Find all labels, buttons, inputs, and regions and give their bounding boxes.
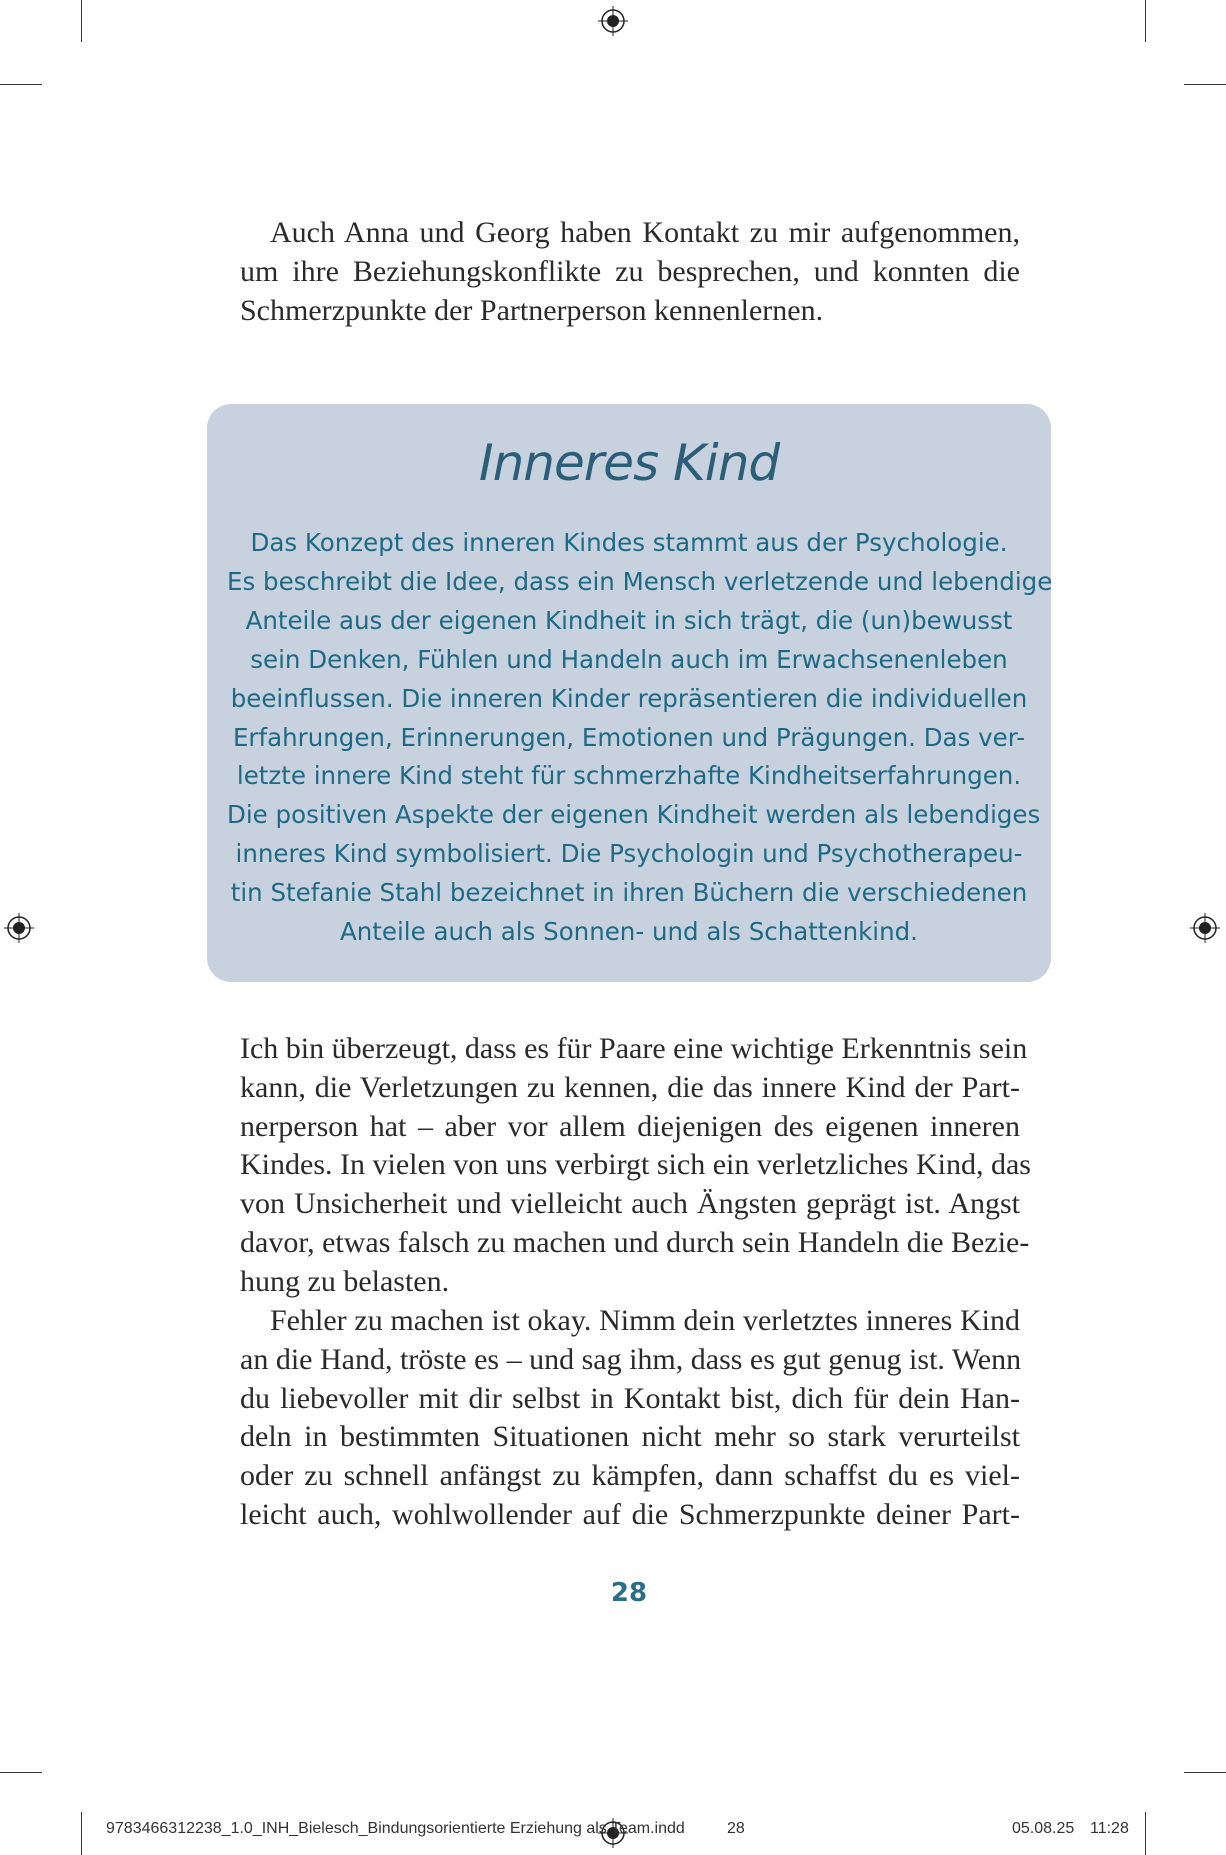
paragraph-line: davor, etwas falsch zu machen und durch sein Handeln die Bezie-	[240, 1225, 1030, 1259]
infobox-line: sein Denken, Fühlen und Handeln auch im Erwachsenenleben	[250, 644, 1008, 674]
slug-filename: 9783466312238_1.0_INH_Bielesch_Bindungsorientierte Erziehung als Team.indd	[106, 1820, 685, 1837]
slug-time: 11:28	[1090, 1820, 1129, 1837]
registration-mark-right-icon	[1190, 913, 1220, 943]
infobox-text	[227, 524, 1053, 952]
infobox-line: tin Stefanie Stahl bezeichnet in ihren Büchern die verschiedenen	[230, 878, 1028, 908]
infobox-line: inneres Kind symbolisiert. Die Psychologin und Psychotherapeu-	[235, 839, 1023, 869]
infobox-title: Inneres Kind	[478, 434, 780, 492]
infobox-line: Es beschreibt die Idee, dass ein Mensch verletzende und lebendige	[227, 566, 1053, 596]
paragraph-line: Kindes. In vielen von uns verbirgt sich ein verletzliches Kind, das	[240, 1148, 1031, 1182]
paragraph-line: deln in bestimmten Situationen nicht mehr so stark verurteilst	[240, 1420, 1020, 1454]
infobox-line: Erfahrungen, Erinnerungen, Emotionen und Prägungen. Das ver-	[232, 722, 1026, 752]
body-paragraph-1	[240, 1030, 1031, 1302]
paragraph-line: an die Hand, tröste es – und sag ihm, dass es gut genug ist. Wenn	[240, 1342, 1022, 1376]
paragraph-line: von Unsicherheit und vielleicht auch Ängsten geprägt ist. Angst	[240, 1187, 1020, 1221]
paragraph-line: du liebevoller mit dir selbst in Kontakt bist, dich für dein Han-	[240, 1381, 1020, 1415]
intro-paragraph	[240, 214, 1020, 330]
page-number: 28	[610, 1578, 648, 1608]
crop-mark-bottom-left-vertical	[81, 1812, 82, 1855]
intro-line: um ihre Beziehungskonflikte zu besprechen, und konnten die	[240, 254, 1020, 288]
paragraph-line: hung zu belasten.	[240, 1264, 450, 1298]
crop-mark-top-right-horizontal	[1184, 84, 1226, 85]
paragraph-line: oder zu schnell anfängst zu kämpfen, dann schaffst du es viel-	[240, 1459, 1020, 1493]
crop-mark-bottom-left-horizontal	[0, 1772, 42, 1773]
slug-date: 05.08.25	[1012, 1820, 1075, 1837]
crop-mark-top-left-horizontal	[0, 84, 42, 85]
infobox-line: Anteile aus der eigenen Kindheit in sich trägt, die (un)bewusst	[245, 605, 1013, 635]
crop-mark-bottom-right-vertical	[1145, 1812, 1146, 1855]
paragraph-line: Ich bin überzeugt, dass es für Paare eine wichtige Erkenntnis sein	[240, 1032, 1028, 1065]
body-paragraph-2	[240, 1302, 1020, 1535]
infobox-line: letzte innere Kind steht für schmerzhafte Kindheitserfahrungen.	[236, 761, 1022, 791]
crop-mark-top-right-vertical	[1145, 0, 1146, 42]
infobox-line: Das Konzept des inneren Kindes stammt aus der Psychologie.	[250, 528, 1008, 557]
registration-mark-left-icon	[4, 913, 34, 943]
intro-line: Schmerzpunkte der Partnerperson kennenlernen.	[240, 293, 824, 327]
infobox-line: Anteile auch als Sonnen- und als Schattenkind.	[340, 917, 918, 947]
intro-line: Auch Anna und Georg haben Kontakt zu mir aufgenommen,	[270, 216, 1020, 249]
infobox-line: Die positiven Aspekte der eigenen Kindheit werden als lebendiges	[227, 800, 1041, 830]
paragraph-line: Fehler zu machen ist okay. Nimm dein verletztes inneres Kind	[270, 1304, 1020, 1337]
inneres-kind-infobox	[207, 404, 1051, 982]
crop-mark-bottom-right-horizontal	[1184, 1772, 1226, 1773]
paragraph-line: leicht auch, wohlwollender auf die Schmerzpunkte deiner Part-	[240, 1497, 1020, 1531]
infobox-line: beeinflussen. Die inneren Kinder repräsentieren die individuellen	[230, 683, 1028, 713]
paragraph-line: kann, die Verletzungen zu kennen, die das innere Kind der Part-	[240, 1070, 1020, 1104]
paragraph-line: nerperson hat – aber vor allem diejenigen des eigenen inneren	[240, 1109, 1020, 1143]
registration-mark-top-icon	[598, 6, 628, 36]
crop-mark-top-left-vertical	[81, 0, 82, 42]
slug-page: 28	[727, 1820, 745, 1837]
